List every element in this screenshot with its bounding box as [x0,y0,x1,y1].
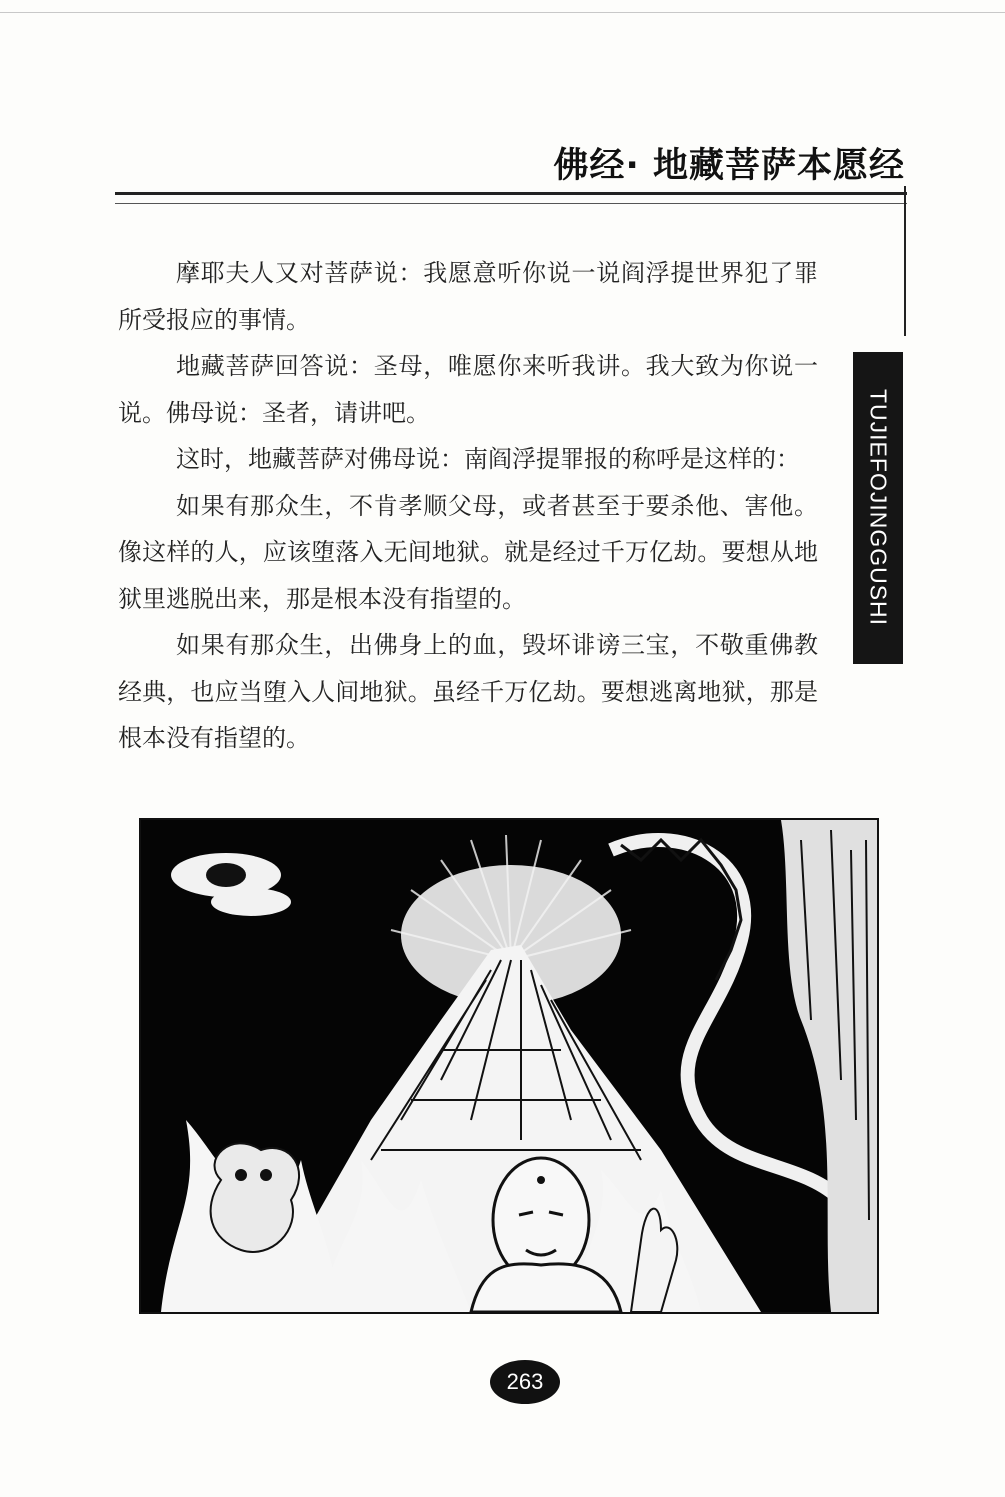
side-tab [853,352,903,664]
side-tab-label: TUJIEFOJINGGUSHI [865,389,892,627]
paragraph: 如果有那众生，出佛身上的血，毁坏诽谤三宝，不敬重佛教经典，也应当堕入人间地狱。虽经千万亿劫。要想逃离地狱，那是根本没有指望的。 [118,631,818,752]
page-header-title: 佛经· 地藏菩萨本愿经 [553,146,905,186]
body-text [118,250,818,762]
page-number: 263 [490,1360,560,1404]
header-right-border [904,186,906,336]
hell-illustration [139,818,879,1314]
header-rule-thick [115,192,907,195]
paragraph: 这时，地藏菩萨对佛母说：南阎浮提罪报的称呼是这样的： [176,445,800,473]
demon-creature [211,1143,299,1252]
header-rule-thin [115,203,907,204]
paragraph: 地藏菩萨回答说：圣母，唯愿你来听我讲。我大致为你说一说。佛母说：圣者，请讲吧。 [118,352,818,427]
page-top-rule [0,12,1005,13]
paragraph: 如果有那众生，不肯孝顺父母，或者甚至于要杀他、害他。像这样的人，应该堕落入无间地狱。就是经过千万亿劫。要想从地狱里逃脱出来，那是根本没有指望的。 [118,491,818,613]
illustration-artwork [141,820,877,1312]
paragraph: 摩耶夫人又对菩萨说：我愿意听你说一说阎浮提世界犯了罪所受报应的事情。 [118,259,818,334]
